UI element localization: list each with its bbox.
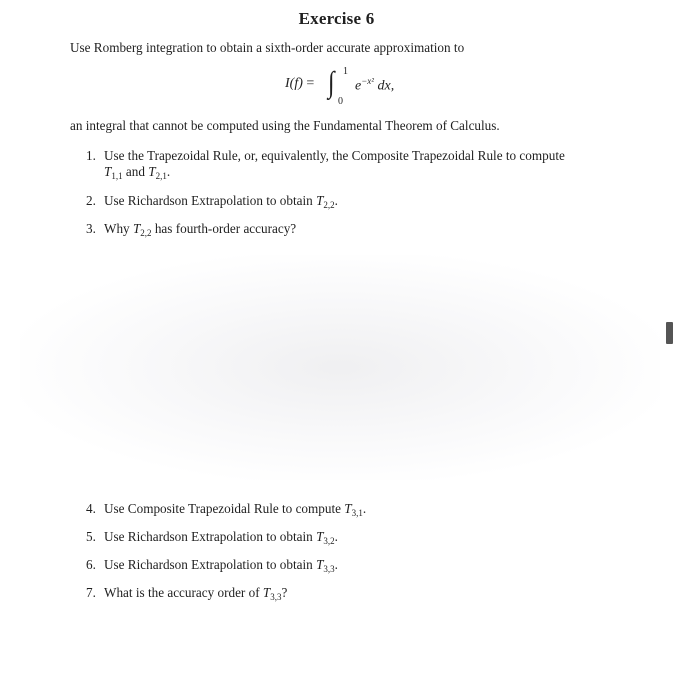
list-item-text: Use Richardson Extrapolation to obtain $T_{3,3}$. [104,557,338,574]
integral-formula [285,68,485,112]
list-item-text: Why $T_{2,2}$ has fourth-order accuracy? [104,221,297,238]
integrand: $e^{-x^2}$ dx, [355,76,395,94]
list-item-text: What is the accuracy order of $T_{3,3}$? [104,585,288,602]
list-item [86,501,366,518]
list-item-number: 4. [86,501,96,516]
edge-mark [666,322,673,344]
intro-paragraph: Use Romberg integration to obtain a sixth-order accurate approximation to [70,40,465,55]
list-item-text-continued: $T_{1,1}$ and $T_{2,1}$. [104,164,171,181]
exercise-title: Exercise 6 [298,9,375,28]
after-formula-paragraph: an integral that cannot be computed using the Fundamental Theorem of Calculus. [70,118,500,133]
blurred-area [20,255,660,480]
list-item-text: Use Richardson Extrapolation to obtain $T_{3,2}$. [104,529,338,546]
list-item [86,148,565,181]
list-item [86,221,296,238]
list-item-number: 5. [86,529,96,544]
list-item-text: Use Richardson Extrapolation to obtain $T_{2,2}$. [104,193,338,210]
list-item [86,529,338,546]
list-item-text: Use Composite Trapezoidal Rule to compute $T_{3,1}$. [104,501,367,518]
list-item-number: 3. [86,221,96,236]
integral-upper-limit: 1 [343,66,348,77]
list-item-number: 1. [86,148,96,163]
list-item-number: 7. [86,585,96,600]
formula-lhs: I(f) = [285,76,315,91]
list-item-text: Use the Trapezoidal Rule, or, equivalently, the Composite Trapezoidal Rule to compute [104,148,565,163]
list-item-number: 6. [86,557,96,572]
list-item [86,193,338,210]
integral-sign: ∫ [327,66,335,99]
integral-lower-limit: 0 [338,96,343,107]
list-item [86,557,338,574]
list-item [86,585,287,602]
list-item-number: 2. [86,193,96,208]
